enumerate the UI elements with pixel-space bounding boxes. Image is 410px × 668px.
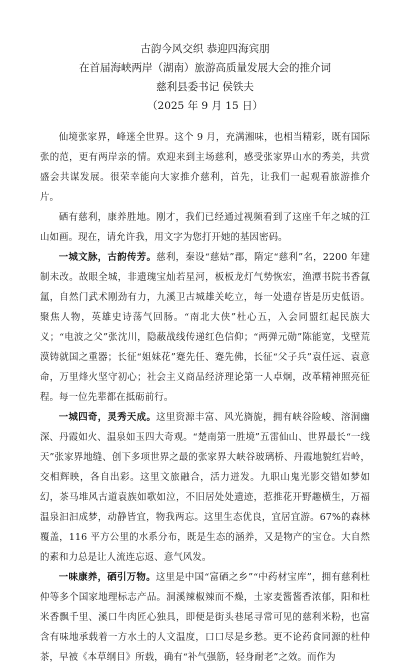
paragraph-4-lead: 一城四奇，灵秀天成。 — [58, 412, 157, 423]
document-body — [40, 128, 370, 668]
paragraph-5-text: 这里是中国“富硒之乡”“中药材宝库”，拥有慈利杜仲等多个国家地理标志产品。洞溪辣椒辣而不燥，土家麦酱酱香浓郁，阳和杜米香飘千里、溪口牛肉匠心独具，即便是街头巷尾寻常可见的慈利米粉，也富含有味地承载着一方水土的人文温度，口口尽是乡愁。更不论药食同源的杜仲茶，早被《本草纲目》所载，确有“补气强筋，轻身耐老”之效。而作为 — [40, 572, 370, 663]
paragraph-5 — [40, 568, 370, 668]
document-header — [40, 40, 370, 116]
document-title-line1: 古韵今风交织 恭迎四海宾朋 — [140, 43, 270, 55]
paragraph-4 — [40, 408, 370, 568]
paragraph-5-lead: 一味康养，硒引万物。 — [58, 572, 156, 583]
paragraph-1 — [40, 128, 370, 208]
document-author: 慈利县委书记 侯铁夫 — [156, 81, 254, 93]
paragraph-2-text: 硒有慈利，康养胜地。刚才，我们已经通过视频看到了这座千年之城的江山如画。现在，请允许我，用文字为您打开她的基因密码。 — [40, 212, 370, 243]
paragraph-2 — [40, 208, 370, 248]
paragraph-1-text: 仙境张家界，峰迷全世界。这个 9 月，充满湘味，也相当精彩，既有国际张的范，更有两岸亲的情。欢迎来到主场慈利，感受张家界山水的秀美，共赏盛会共谋发展。很荣幸能向大家推介慈利，首先，让我们一起观看旅游推介片。 — [40, 132, 370, 203]
paragraph-4-text: 这里资源丰富、风光旖旎，拥有峡谷险峻、溶洞幽深、丹霞如火、温泉如玉四大奇观。“楚南第一胜境”五雷仙山、世界最长“一线天”张家界地缝、创下多项世界之最的张家界大峡谷玻璃桥、丹霞地貌红岩岭，交相辉映，各自出彩。这里文旅融合，活力迸发。九职山鬼光影交错如梦如幻，茶马堆风古道袁族如歌如泣，不旧居处处遗迹，惹推花开野趣横生，万福温泉汩汩成梦，动静皆宜，物我两忘。这里生态优良，宜居宜游。67%的森林覆盖，116 平方公里的水系分布，既是生态的涵养，又是物产的宝仓。大自然的素和力总是让人流连忘返、意气风发。 — [40, 412, 370, 563]
paragraph-3-text: 慈利，秦设“慈姑”郡，隋定“慈利”名，2200 年建制未改。故眼全城，非遗瑰宝灿若星河，板板龙灯气势恢宏，渔潭书院书香氤氲，自然门武术刚劲有力，九溪卫古城雄关屹立，每一处遗存皆是历史低语。聚焦人物，英雄史诗荡气回肠。“南北大侠”杜心五，入会同盟红起民族大义；“电波之父”张沈川，隐蔽战线传递红色信仰；“两弹元勋”陈能宽，戈壁荒漠铸就国之重器；长征“姐妹花”蹇先任、蹇先佛，长征“父子兵”袁任远、袁意命，万里烽火坚守初心；社会主义商品经济理论第一人卓炯，改革精神照亮征程。每一位先辈都在抵砺前行。 — [40, 252, 370, 403]
document-date: （2025 年 9 月 15 日） — [147, 100, 263, 112]
paragraph-3 — [40, 248, 370, 408]
document-title-line2: 在首届海峡两岸（湖南）旅游高质量发展大会的推介词 — [79, 62, 331, 74]
paragraph-3-lead: 一城文脉，古韵传芳。 — [58, 252, 157, 263]
